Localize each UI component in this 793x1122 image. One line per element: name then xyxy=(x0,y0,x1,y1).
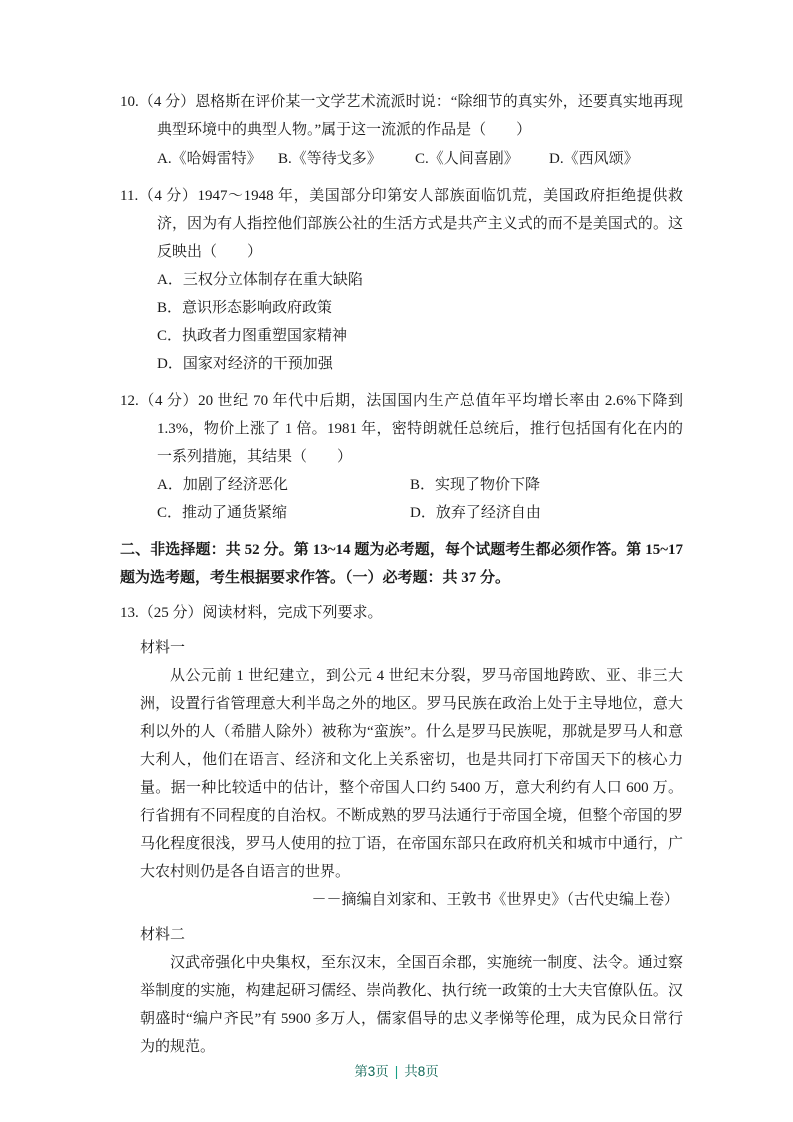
question-11-options xyxy=(120,266,683,378)
question-13 xyxy=(120,599,683,1061)
question-11-stem: 1947～1948 年，美国部分印第安人部族面临饥荒，美国政府拒绝提供救济，因为有人指控他们部族公社的生活方式是共产主义式的而不是美国式的。这反映出（ ） xyxy=(157,188,683,260)
question-12 xyxy=(120,387,683,527)
material-2-paragraph: 汉武帝强化中央集权，至东汉末，全国百余郡，实施统一制度、法令。通过察举制度的实施，构建起研习儒经、崇尚教化、执行统一政策的士大夫官僚队伍。汉朝盛时“编户齐民”有 5900 多万人，儒家倡导的忠义孝悌等伦理，成为民众日常行为的规范。 xyxy=(140,955,683,1055)
section-2-header: 二、非选择题：共 52 分。第 13~14 题为必考题，每个试题考生都必须作答。第 15~17 题为选考题，考生根据要求作答。（一）必考题：共 37 分。 xyxy=(120,542,683,586)
question-13-stem: 阅读材料，完成下列要求。 xyxy=(202,605,383,621)
option-d: D．放弃了经济自由 xyxy=(410,505,541,521)
material-2-label: 材料二 xyxy=(140,927,186,943)
question-10-stem: 恩格斯在评价某一文学艺术流派时说：“除细节的真实外，还要真实地再现典型环境中的典型人物。”属于这一流派的作品是（ ） xyxy=(157,94,683,138)
page-footer xyxy=(0,1060,793,1080)
option-b: B.《等待戈多》 xyxy=(278,151,382,167)
option-a: A．三权分立体制存在重大缺陷 xyxy=(157,272,363,288)
option-a: A．加剧了经济恶化 xyxy=(157,477,288,493)
question-13-text xyxy=(120,599,683,627)
question-12-score: （4 分） xyxy=(138,393,199,409)
question-10 xyxy=(120,88,683,173)
option-c: C.《人间喜剧》 xyxy=(415,151,519,167)
question-10-number: 10. xyxy=(120,94,139,110)
question-12-text xyxy=(120,387,683,471)
option-c: C．推动了通货紧缩 xyxy=(157,505,288,521)
question-12-stem: 20 世纪 70 年代中后期，法国国内生产总值年平均增长率由 2.6%下降到 1.3%，物价上涨了 1 倍。1981 年，密特朗就任总统后，推行包括国有化在内的一系列措施，其结果（ ） xyxy=(157,393,683,465)
exam-content xyxy=(120,88,683,1070)
material-2 xyxy=(140,921,683,1061)
option-a: A.《哈姆雷特》 xyxy=(157,151,262,167)
option-d: D．国家对经济的干预加强 xyxy=(157,356,333,372)
question-11 xyxy=(120,182,683,378)
option-c: C．执政者力图重塑国家精神 xyxy=(157,328,348,344)
question-10-options xyxy=(120,145,683,173)
footer-total-pages: 共8页 xyxy=(404,1064,439,1079)
question-13-score: （25 分） xyxy=(138,605,203,621)
option-b: B．意识形态影响政府政策 xyxy=(157,300,333,316)
material-1 xyxy=(140,634,683,914)
question-11-score: （4 分） xyxy=(138,188,198,204)
option-b: B．实现了物价下降 xyxy=(410,477,541,493)
question-10-text xyxy=(120,88,683,144)
footer-separator: | xyxy=(394,1064,399,1079)
question-11-number: 11. xyxy=(120,188,139,204)
question-13-number: 13. xyxy=(120,605,139,621)
material-1-paragraph: 从公元前 1 世纪建立，到公元 4 世纪末分裂，罗马帝国地跨欧、亚、非三大洲，设置行省管理意大利半岛之外的地区。罗马民族在政治上处于主导地位，意大利以外的人（希腊人除外）被称为“蛮族”。什么是罗马民族呢，那就是罗马人和意大利人，他们在语言、经济和文化上关系密切，也是共同打下帝国天下的核心力量。据一种比较适中的估计，整个帝国人口约 5400 万，意大利约有人口 600 万。行省拥有不同程度的自治权。不断成熟的罗马法通行于帝国全境，但整个帝国的罗马化程度很浅，罗马人使用的拉丁语，在帝国东部只在政府机关和城市中通行，广大农村则仍是各自语言的世界。 xyxy=(140,668,683,880)
material-1-source: －－摘编自刘家和、王敦书《世界史》（古代史编上卷） xyxy=(311,892,679,908)
question-12-number: 12. xyxy=(120,393,139,409)
footer-current-page: 第3页 xyxy=(354,1064,389,1079)
question-12-options xyxy=(120,471,683,527)
material-1-label: 材料一 xyxy=(140,640,186,656)
question-10-score: （4 分） xyxy=(138,94,196,110)
option-d: D.《西风颂》 xyxy=(549,151,639,167)
question-11-text xyxy=(120,182,683,266)
